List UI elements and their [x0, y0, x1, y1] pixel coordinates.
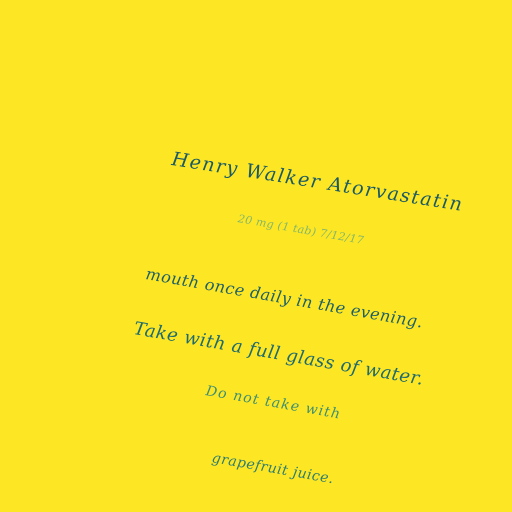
directions-line-2: Take with a full glass of water.	[132, 318, 426, 390]
directions-line-1: mouth once daily in the evening.	[144, 264, 425, 332]
warning-line-2: grapefruit juice.	[210, 450, 336, 488]
patient-name: Henry Walker	[170, 148, 323, 194]
warning-line-1: Do not take with	[204, 383, 343, 423]
patient-medication-line	[170, 148, 465, 216]
medication-name: Atorvastatin	[326, 172, 465, 216]
dose-line: 20 mg (1 tab) 7/12/17	[236, 212, 365, 248]
